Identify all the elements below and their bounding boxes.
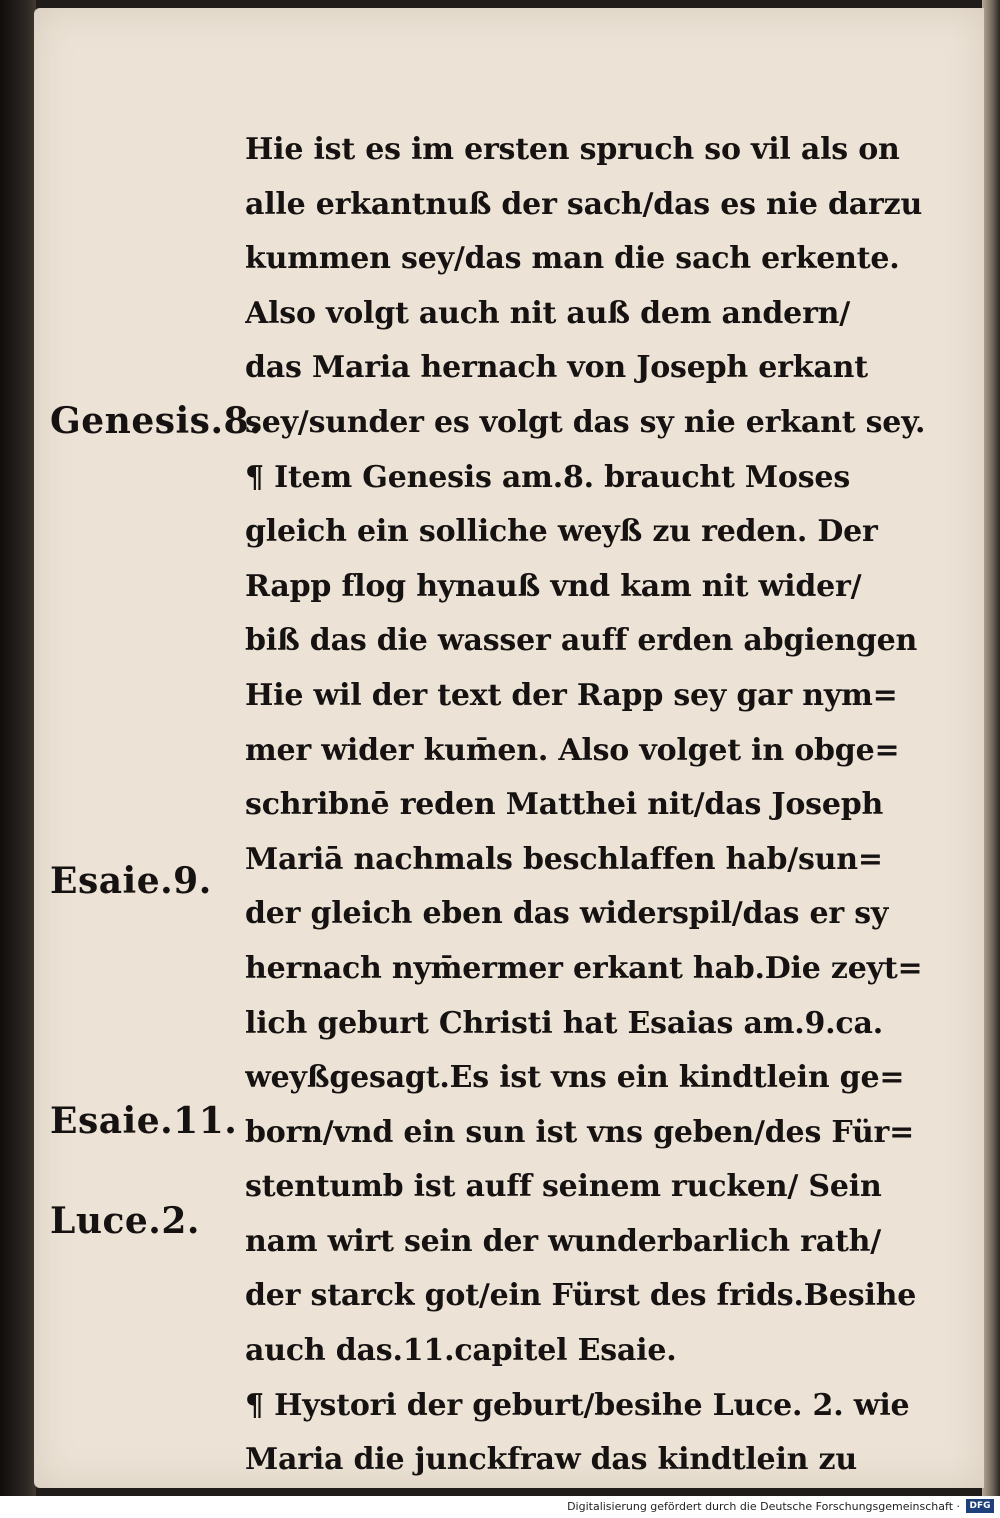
text-line: stentumb ist auff seinem rucken/ Sein bbox=[245, 1169, 882, 1205]
text-line: gleich ein solliche weyß zu reden. Der bbox=[245, 514, 878, 550]
text-line: ¶ Hystori der geburt/besihe Luce. 2. wie bbox=[245, 1387, 910, 1423]
text-line: schribnē reden Matthei nit/das Joseph bbox=[245, 787, 884, 823]
text-line: mer wider kum̄en. Also volget in obge= bbox=[245, 732, 900, 768]
text-line: Maria die junckfraw das kindtlein zu bbox=[245, 1442, 857, 1478]
text-line: Hie wil der text der Rapp sey gar nym= bbox=[245, 677, 898, 713]
text-line: hernach nym̄ermer erkant hab.Die zeyt= bbox=[245, 950, 923, 986]
dfg-logo-icon: DFG bbox=[966, 1499, 994, 1513]
text-line: lich geburt Christi hat Esaias am.9.ca. bbox=[245, 1005, 883, 1041]
text-line: born/vnd ein sun ist vns geben/des Für= bbox=[245, 1114, 915, 1150]
text-line: nam wirt sein der wunderbarlich rath/ bbox=[245, 1223, 882, 1259]
book-page-edge bbox=[982, 0, 1000, 1496]
text-line: alle erkantnuß der sach/das es nie darzu bbox=[245, 186, 923, 222]
footer-bar bbox=[0, 1496, 1000, 1518]
text-line: Hie ist es im ersten spruch so vil als on bbox=[245, 132, 900, 167]
body-text bbox=[245, 123, 950, 1496]
text-line: das Maria hernach von Joseph erkant bbox=[245, 350, 868, 386]
text-line: Rapp flog hynauß vnd kam nit wider/ bbox=[245, 568, 862, 604]
margin-note-esaie-9: Esaie.9. bbox=[50, 860, 212, 902]
text-line: der gleich eben das widerspil/das er sy bbox=[245, 896, 889, 932]
book-spine-shadow bbox=[0, 0, 36, 1496]
text-line: weyßgesagt.Es ist vns ein kindtlein ge= bbox=[245, 1060, 905, 1096]
text-line: auch das.11.capitel Esaie. bbox=[245, 1333, 677, 1369]
text-line: kummen sey/das man die sach erkente. bbox=[245, 241, 900, 277]
text-line: ¶ Item Genesis am.8. braucht Moses bbox=[245, 459, 851, 495]
footer-credit-text: Digitalisierung gefördert durch die Deutsche Forschungsgemeinschaft · bbox=[567, 1500, 960, 1513]
text-line: biß das die wasser auff erden abgiengen bbox=[245, 623, 918, 659]
margin-note-esaie-11: Esaie.11. bbox=[50, 1100, 238, 1142]
text-line: Mariā nachmals beschlaffen hab/sun= bbox=[245, 841, 883, 877]
margin-note-luce: Luce.2. bbox=[50, 1200, 200, 1242]
text-line: Also volgt auch nit auß dem andern/ bbox=[245, 295, 851, 331]
text-line: der starck got/ein Fürst des frids.Besihe bbox=[245, 1278, 917, 1314]
text-line: sey/sunder es volgt das sy nie erkant sey. bbox=[245, 404, 926, 440]
text-line bbox=[245, 1488, 950, 1496]
margin-note-genesis: Genesis.8. bbox=[50, 400, 263, 442]
